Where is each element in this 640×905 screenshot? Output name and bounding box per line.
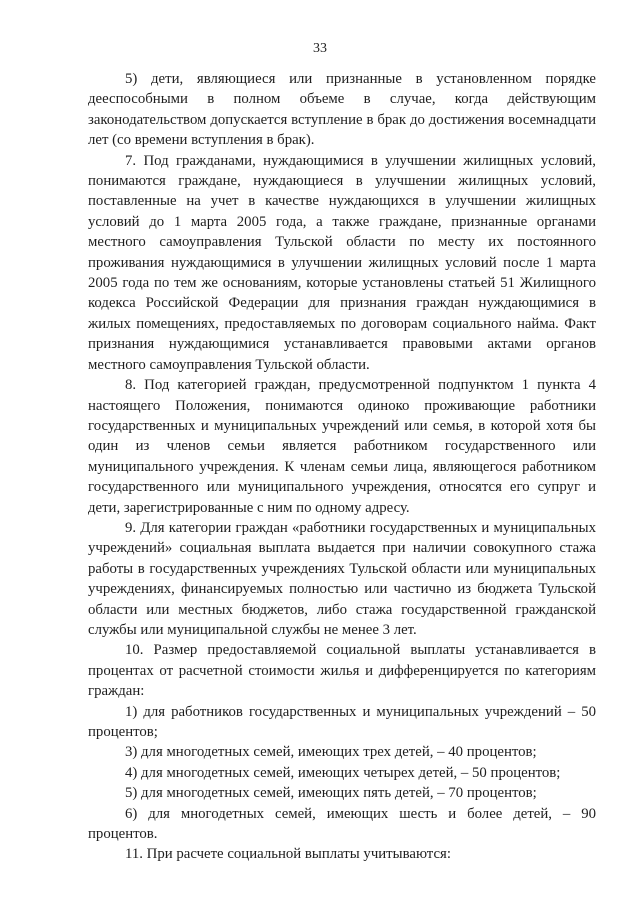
list-item-6-six-children: 6) для многодетных семей, имеющих шесть и более детей, – 90 процентов. [88,805,596,843]
list-item-5-five-children: 5) для многодетных семей, имеющих пять детей, – 70 процентов; [125,785,537,802]
paragraph-item-5-children: 5) дети, являющиеся или признанные в установленном порядке дееспособными в полном объеме в случае, когда действующим законодательством допускается вступление в брак до достижения восемнадцати лет (со времени вступления в брак). [88,71,596,149]
page-number: 33 [313,41,327,56]
list-item-1-workers: 1) для работников государственных и муниципальных учреждений – 50 процентов; [88,703,596,740]
paragraph-clause-8: 8. Под категорией граждан, предусмотренной подпунктом 1 пункта 4 настоящего Положения, понимаются одиноко проживающие работники государственных и муниципальных учреждений или семья, в которой хотя бы один из членов семьи является работником государственного или муниципального учреждения. К членам семьи лица, являющегося работником государственного или муниципального учреждения, относятся его супруг и дети, зарегистрированные с ним по одному адресу. [88,377,596,516]
list-item-4-four-children: 4) для многодетных семей, имеющих четырех детей, – 50 процентов; [125,764,561,781]
paragraph-clause-11: 11. При расчете социальной выплаты учитываются: [125,846,451,863]
list-item-3-three-children: 3) для многодетных семей, имеющих трех детей, – 40 процентов; [125,744,537,761]
paragraph-clause-9: 9. Для категории граждан «работники государственных и муниципальных учреждений» социальная выплата выдается при наличии совокупного стажа работы в государственных учреждениях Тульской области или муниципальных учреждениях, финансируемых полностью или частично из бюджета Тульской области или местных бюджетов, либо стажа государственной гражданской службы или муниципальной службы не менее 3 лет. [88,519,596,638]
paragraph-clause-7: 7. Под гражданами, нуждающимися в улучшении жилищных условий, понимаются граждане, нуждающиеся в улучшении жилищных условий, поставленные на учет в качестве нуждающихся в улучшении жилищных условий до 1 марта 2005 года, а также граждане, признанные органами местного самоуправления Тульской области по месту их постоянного проживания нуждающимися в улучшении жилищных условий после 1 марта 2005 года по тем же основаниям, которые установлены статьей 51 Жилищного кодекса Российской Федерации для признания граждан нуждающимися в жилых помещениях, предоставляемых по договорам социального найма. Факт признания нуждающимися устанавливается правовыми актами органов местного самоуправления Тульской области. [88,152,596,373]
paragraph-clause-10: 10. Размер предоставляемой социальной выплаты устанавливается в процентах от расчетной стоимости жилья и дифференцируется по категориям граждан: [88,642,596,700]
document-body [88,69,596,865]
